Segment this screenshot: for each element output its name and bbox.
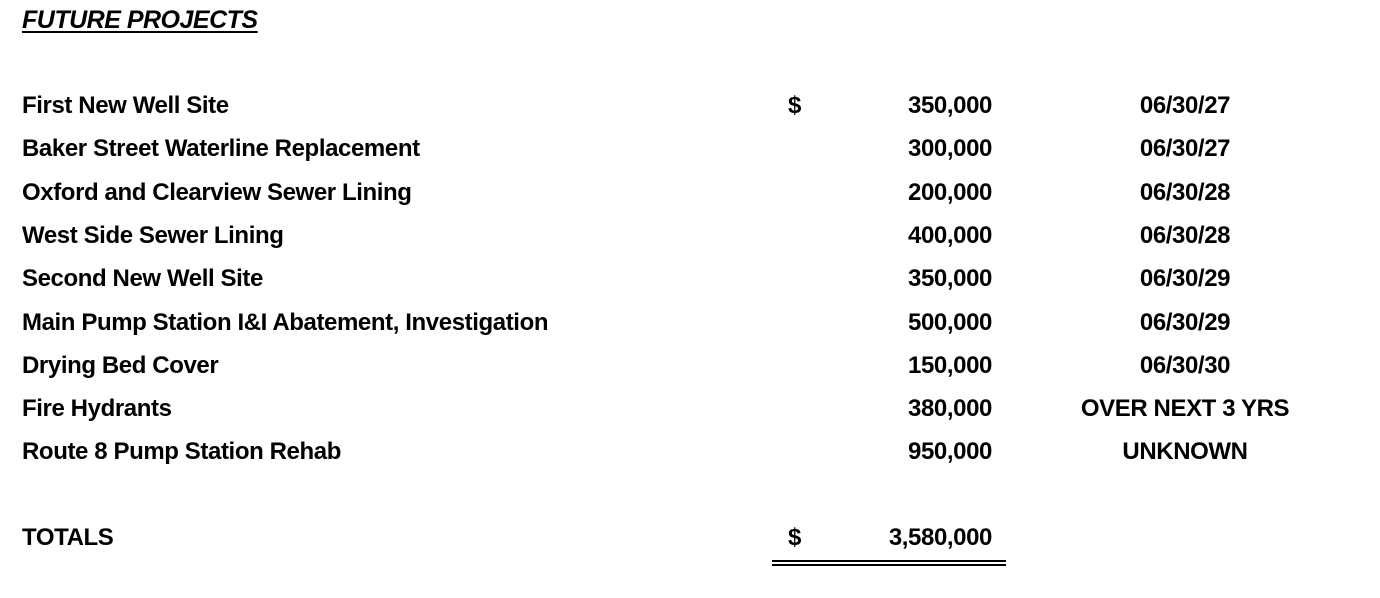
project-amount: 150,000 bbox=[908, 351, 992, 379]
project-date: 06/30/28 bbox=[1139, 221, 1231, 249]
project-amount: 350,000 bbox=[908, 92, 992, 119]
project-name: Baker Street Waterline Replacement bbox=[22, 135, 420, 163]
project-amount: 350,000 bbox=[908, 265, 992, 293]
project-date: 06/30/29 bbox=[1139, 265, 1231, 293]
project-date: 06/30/30 bbox=[1139, 351, 1231, 379]
project-name: First New Well Site bbox=[22, 92, 229, 119]
project-amount: 380,000 bbox=[908, 395, 992, 423]
project-amount: 950,000 bbox=[908, 438, 992, 466]
project-name: Drying Bed Cover bbox=[22, 351, 219, 379]
totals-double-rule-top bbox=[772, 560, 1006, 562]
project-name: Fire Hydrants bbox=[22, 395, 172, 423]
project-row bbox=[0, 346, 1380, 386]
project-amount: 400,000 bbox=[908, 221, 992, 249]
totals-double-rule-bottom bbox=[772, 564, 1006, 566]
project-row bbox=[0, 129, 1380, 169]
totals-label: TOTALS bbox=[22, 524, 114, 551]
project-name: Main Pump Station I&I Abatement, Investigation bbox=[22, 308, 549, 336]
project-amount: 300,000 bbox=[908, 135, 992, 163]
page-title: FUTURE PROJECTS bbox=[22, 6, 258, 34]
project-name: Second New Well Site bbox=[22, 265, 263, 293]
project-date: UNKNOWN bbox=[1122, 438, 1248, 466]
project-name: Route 8 Pump Station Rehab bbox=[22, 438, 341, 466]
totals-dollar-sign: $ bbox=[788, 524, 801, 551]
project-date: 06/30/28 bbox=[1139, 178, 1231, 206]
project-dollar-sign: $ bbox=[788, 92, 801, 119]
totals-row bbox=[0, 518, 1380, 558]
project-row bbox=[0, 86, 1380, 126]
project-row bbox=[0, 173, 1380, 213]
project-date: 06/30/29 bbox=[1139, 308, 1231, 336]
project-row bbox=[0, 216, 1380, 256]
project-date: 06/30/27 bbox=[1139, 92, 1231, 119]
project-row bbox=[0, 389, 1380, 429]
project-row bbox=[0, 432, 1380, 472]
project-amount: 200,000 bbox=[908, 178, 992, 206]
project-name: West Side Sewer Lining bbox=[22, 221, 284, 249]
project-amount: 500,000 bbox=[908, 308, 992, 336]
project-row bbox=[0, 259, 1380, 299]
project-name: Oxford and Clearview Sewer Lining bbox=[22, 178, 412, 206]
project-date: OVER NEXT 3 YRS bbox=[1080, 395, 1290, 423]
project-date: 06/30/27 bbox=[1139, 135, 1231, 163]
totals-amount: 3,580,000 bbox=[888, 524, 992, 551]
project-row bbox=[0, 303, 1380, 343]
